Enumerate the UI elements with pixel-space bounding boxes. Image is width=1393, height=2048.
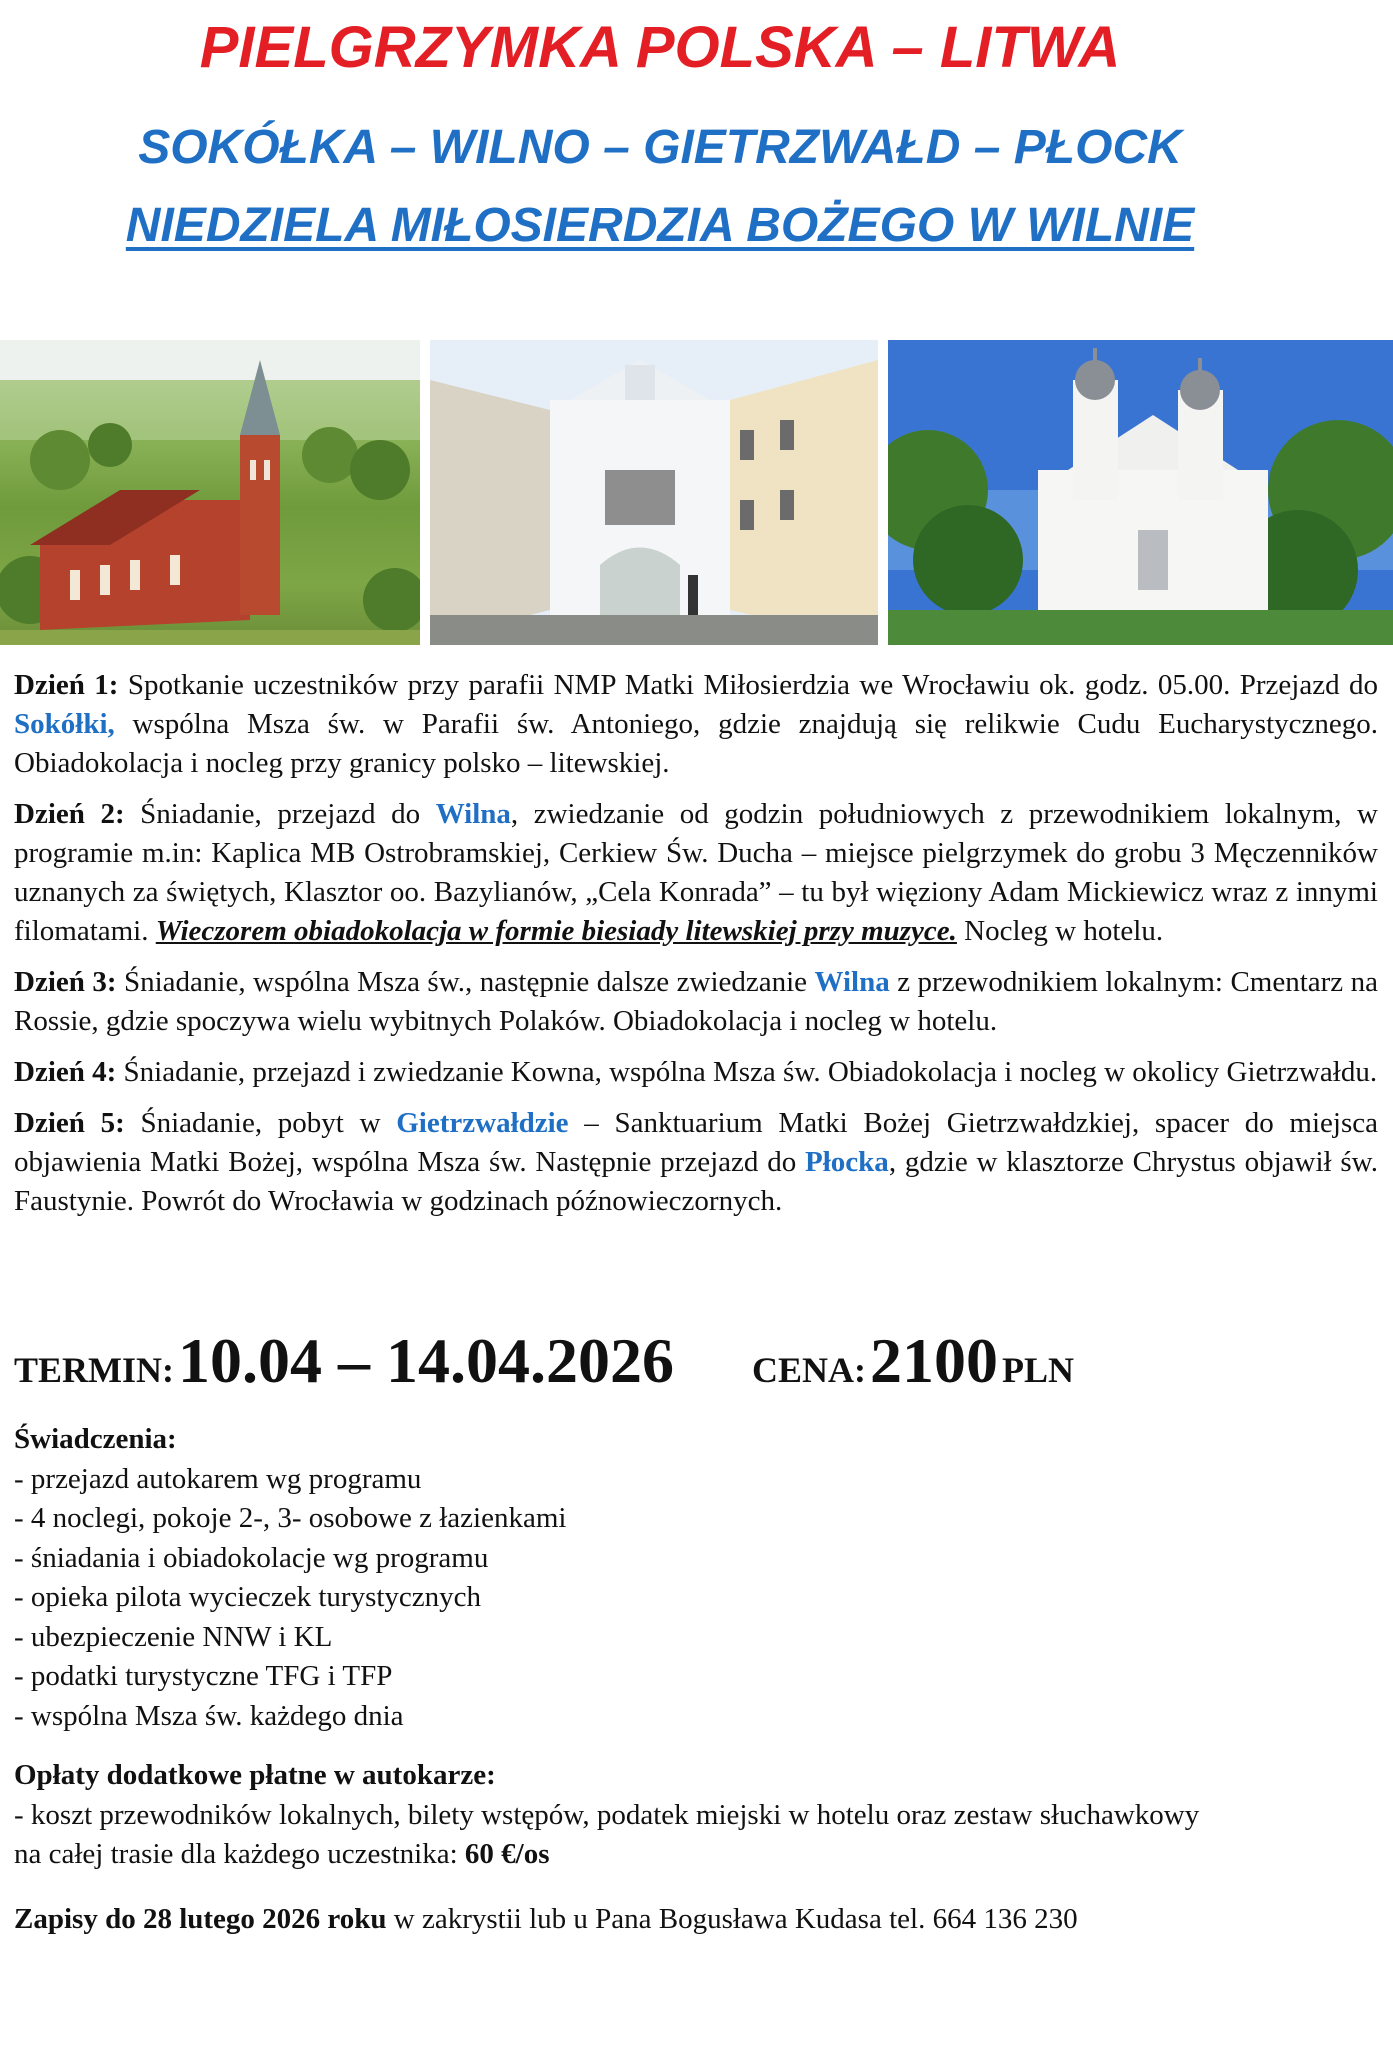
day-1: [14, 666, 1378, 783]
benefits-section: [14, 1420, 1378, 1736]
day-5-place-2: Płocka: [805, 1146, 889, 1178]
price-label: CENA:: [752, 1350, 867, 1390]
term-and-price: [14, 1324, 1074, 1398]
extra-fees-section: [14, 1756, 1214, 1875]
day-2-text-2: , zwiedzanie od godzin południowych z przewodnikiem lokalnym, w programie m.in: Kaplica MB Ostrobramskiej, Cerkiew Św. Ducha – miejsce pielgrzymek do grobu 3 Męczenników uznanych za świętych, Klasztor oo. Bazylianów, „Cela Konrada” – tu był więziony Adam Mickiewicz wraz z innymi filomatami.: [14, 798, 1378, 947]
day-4: [14, 1053, 1378, 1092]
day-3-label: Dzień 3:: [14, 966, 117, 998]
day-2-text: Śniadanie, przejazd do: [124, 798, 436, 830]
vilnius-gate-of-dawn-photo: [430, 340, 878, 645]
list-item: - 4 noclegi, pokoje 2-, 3- osobowe z łazienkami: [14, 1502, 567, 1534]
day-3-place: Wilna: [814, 966, 890, 998]
gate-of-dawn-illustration: [430, 340, 878, 645]
day-4-label: Dzień 4:: [14, 1056, 117, 1088]
benefits-list: [14, 1460, 1378, 1737]
benefits-title: Świadczenia:: [14, 1423, 177, 1455]
day-2-label: Dzień 2:: [14, 798, 125, 830]
day-2-place: Wilna: [435, 798, 511, 830]
day-3-text-2: z przewodnikiem lokalnym: Cmentarz na Rossie, gdzie spoczywa wielu wybitnych Polaków. Obiadokolacja i nocleg w hotelu.: [14, 966, 1379, 1037]
price-value: 2100: [870, 1325, 999, 1396]
price-currency: PLN: [1002, 1350, 1075, 1390]
signup-deadline: Zapisy do 28 lutego 2026 roku: [14, 1903, 387, 1935]
list-item: - opieka pilota wycieczek turystycznych: [14, 1581, 482, 1613]
gietrzwald-sanctuary-illustration: [888, 340, 1393, 645]
day-5-place: Gietrzwałdzie: [396, 1107, 569, 1139]
route-title: SOKÓŁKA – WILNO – GIETRZWAŁD – PŁOCK: [138, 121, 1182, 174]
extra-fees-amount: 60 €/os: [464, 1838, 550, 1870]
day-1-label: Dzień 1:: [14, 669, 119, 701]
day-5-text-3: , gdzie w klasztorze Chrystus objawił św. Faustynie. Powrót do Wrocławia w godzinach późnowieczornych.: [14, 1146, 1378, 1217]
sokolka-church-illustration: [0, 340, 420, 645]
day-5: [14, 1104, 1378, 1221]
day-1-text-2: wspólna Msza św. w Parafii św. Antoniego, gdzie znajdują się relikwie Cudu Eucharystycznego. Obiadokolacja i nocleg przy granicy polsko – litewskiej.: [14, 708, 1378, 779]
day-5-text: Śniadanie, pobyt w: [124, 1107, 397, 1139]
day-3-text: Śniadanie, wspólna Msza św., następnie dalsze zwiedzanie: [116, 966, 815, 998]
signup-contact: w zakrystii lub u Pana Bogusława Kudasa tel. 664 136 230: [386, 1903, 1078, 1935]
list-item: - wspólna Msza św. każdego dnia: [14, 1699, 404, 1732]
extra-fees-description: - koszt przewodników lokalnych, bilety wstępów, podatek miejski w hotelu oraz zestaw słuchawkowy na całej trasie dla każdego uczestnika:: [14, 1798, 1200, 1870]
main-title: PIELGRZYMKA POLSKA – LITWA: [199, 15, 1121, 80]
day-5-label: Dzień 5:: [14, 1107, 125, 1139]
day-2: [14, 795, 1378, 951]
signup-info: [14, 1900, 1078, 1939]
gietrzwald-sanctuary-photo: [888, 340, 1393, 645]
day-3: [14, 963, 1378, 1041]
subtitle: NIEDZIELA MIŁOSIERDZIA BOŻEGO W WILNIE: [125, 199, 1195, 252]
list-item: - podatki turystyczne TFG i TFP: [14, 1660, 393, 1692]
day-2-highlight: Wieczorem obiadokolacja w formie biesiady litewskiej przy muzyce.: [155, 915, 957, 947]
day-5-text-2: – Sanktuarium Matki Bożej Gietrzwałdzkiej, spacer do miejsca objawienia Matki Bożej, wspólna Msza św. Następnie przejazd do: [14, 1107, 1378, 1178]
sokolka-church-photo: [0, 340, 420, 645]
extra-fees-text: [14, 1796, 1214, 1875]
term-colon: :: [162, 1350, 175, 1390]
list-item: - śniadania i obiadokolacje wg programu: [14, 1541, 489, 1574]
list-item: - przejazd autokarem wg programu: [14, 1462, 422, 1495]
term-dates: 10.04 – 14.04.2026: [178, 1325, 675, 1396]
extra-fees-title: Opłaty dodatkowe płatne w autokarze:: [14, 1759, 496, 1791]
day-2-text-3: Nocleg w hotelu.: [956, 915, 1164, 947]
term-label: TERMIN: [14, 1350, 163, 1390]
program-description: [14, 666, 1378, 1233]
day-1-text: Spotkanie uczestników przy parafii NMP Matki Miłosierdzia we Wrocławiu ok. godz. 05.00. Przejazd do: [118, 669, 1378, 701]
list-item: - ubezpieczenie NNW i KL: [14, 1620, 333, 1653]
day-4-text: Śniadanie, przejazd i zwiedzanie Kowna, wspólna Msza św. Obiadokolacja i nocleg w okolicy Gietrzwałdu.: [116, 1056, 1378, 1088]
day-1-place: Sokółki,: [14, 708, 115, 740]
